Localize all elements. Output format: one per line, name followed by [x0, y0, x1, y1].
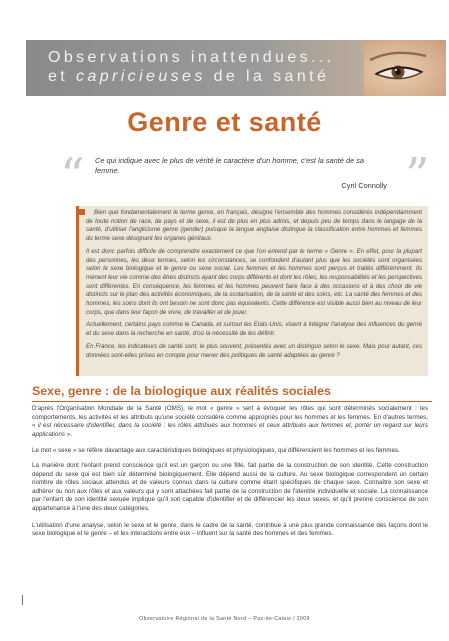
- body-p1-italic: il est nécessaire d'identifier, dans la société : les rôles attribués aux hommes et ceux attribués aux femmes et, porter un regard sur leurs applications: [32, 422, 428, 438]
- epigraph-quote: Ce qui indique avec le plus de vérité le caractère d'un homme, c'est la santé de sa femme.: [95, 156, 365, 175]
- close-quote-icon: ”: [405, 148, 430, 204]
- intro-box: [76, 206, 428, 376]
- body-paragraph: L'utilisation d'une analyse, selon le sexe et le genre, dans le cadre de la santé, contribue à une plus grande connaissance des façons dont le sexe biologique et le genre – et les interactions entre eux – influent sur la santé des hommes et des femmes.: [32, 521, 428, 538]
- open-quote-icon: “: [60, 148, 85, 204]
- intro-paragraph: En France, les indicateurs de santé sont, le plus souvent, présentés avec un distinguo selon le sexe. Mais pour autant, ces données sont-elles prises en compte pour mener des politiques de santé adaptées au genre ?: [86, 342, 422, 359]
- body-p1-end: ».: [65, 430, 72, 438]
- page-footer: Observatoire Régional de la Santé Nord – Pas-de-Calais / 2009: [139, 616, 310, 622]
- body-p1-main: D'après l'Organisation Mondiale de la Santé (OMS), le mot « genre » sert à évoquer les rôles qui sont déterminés socialement : les comportements, les activités et les attributs qu'une société considère comme appropriés pour les hommes et les femmes. En d'autres termes, «: [32, 405, 428, 430]
- margin-rule: [22, 595, 23, 605]
- body-paragraph: Le mot « sexe » se réfère davantage aux caractéristiques biologiques et physiologiques, qui différencient les hommes et les femmes.: [32, 447, 400, 455]
- body-paragraph: [32, 405, 428, 439]
- epigraph-author: Cyril Connolly: [341, 181, 387, 190]
- box-marker-icon: [79, 209, 85, 215]
- eye-photo: [364, 40, 446, 96]
- body-text: [32, 405, 428, 545]
- banner-line2-prefix: et: [48, 68, 76, 85]
- banner-line2-italic: capricieuses: [76, 68, 206, 85]
- intro-paragraph: Actuellement, certains pays comme le Canada, et surtout les Etats-Unis, visent à intégrer l'analyse des influences du genre et du sexe dans la recherche en santé, d'où la nécessité de les définir.: [86, 321, 422, 338]
- banner-line2-suffix: de la santé: [205, 68, 330, 85]
- section-heading: Sexe, genre : de la biologique aux réalités sociales: [32, 384, 432, 402]
- banner-title-line2: [48, 68, 329, 86]
- banner-title-line1: Observations inattendues...: [48, 49, 335, 66]
- intro-paragraph: Bien que fondamentalement le terme genre, en français, désigne l'ensemble des hommes considérés indépendamment de toute notion de race, de pays et de sexe, il est de plus en plus admis, et depuis peu de temps dans le langage de la santé, d'utiliser l'anglicisme genre (gender) puisque la langue anglaise distingue la classification entre hommes et femmes du terme sexe désignant les organes génitaux.: [86, 209, 422, 243]
- body-paragraph: La manière dont l'enfant prend conscience qu'il est un garçon ou une fille, fait partie de la construction de son identité. Cette construction dépend du sexe qui est bien sûr déterminé biologiquement. Elle dépend aussi de la culture. Au sexe biologique correspondent un certain nombre de rôles sociaux attendus et de valeurs connus dans la culture comme étant spécifiques de chaque sexe. Connaître son sexe et adhérer ou non aux rôles et aux valeurs qui y sont attachées fait partie de la construction de l'identité individuelle et sociale. La connaissance par l'enfant de son identité sexuée implique qu'il soit capable d'identifier et de différencier les deux sexes, et qu'il prenne conscience de son appartenance à l'une des deux catégories.: [32, 461, 428, 512]
- intro-paragraph: Il est donc parfois difficile de comprendre exactement ce que l'on entend par le terme « Genre ». En effet, pour la plupart des personnes, les deux termes, selon les circonstances, se confondent d'autant plus que les sociétés sont organisées selon le sexe biologique et le genre ou sexe social. Les femmes et les hommes sont perçus et traités différemment. Ils mènent leur vie comme des êtres distincts ayant des corps différents et dont les rôles, les responsabilités et les perspectives sont différentes. En conséquence, les femmes et les hommes peuvent faire face à des occasions et à des choix de vie distincts sur le plan des activités économiques, de la scolarisation, de la santé et des soins, etc. La santé des femmes et des hommes, les soins dont ils ont besoin ne sont donc pas équivalents. Cette différence est visible aussi bien au niveau de leur corps, que dans leur façon de vivre, de travailler et de jouer.: [86, 247, 423, 316]
- page-title: Genre et santé: [127, 107, 322, 137]
